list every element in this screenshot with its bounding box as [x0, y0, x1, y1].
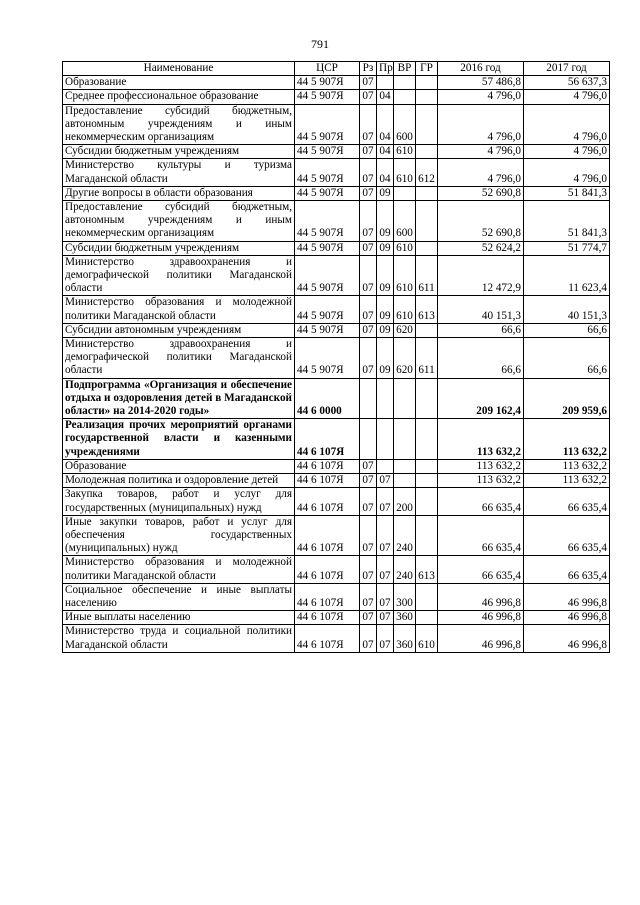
page-number: 791: [311, 37, 329, 51]
row-gr: [416, 186, 438, 200]
row-gr: [416, 611, 438, 625]
row-csr: 44 6 0000: [295, 378, 360, 419]
row-name: Реализация прочих мероприятий органами государственной власти и казенными учреждениями: [63, 419, 295, 460]
table-row: [63, 556, 610, 583]
table-row: [63, 515, 610, 556]
table-row: [63, 378, 610, 419]
row-amount-2016: 4 796,0: [438, 145, 524, 159]
row-csr: 44 5 907Я: [295, 255, 360, 296]
row-amount-2017: 4 796,0: [524, 145, 610, 159]
row-name: Подпрограмма «Организация и обеспечение отдыха и оздоровления детей в Магаданской области» на 2014-2020 годы»: [63, 378, 295, 419]
row-name: Министерство образования и молодежной политики Магаданской области: [63, 296, 295, 323]
row-gr: [416, 459, 438, 473]
table-row: [63, 625, 610, 652]
table-row: [63, 159, 610, 186]
header-2016: 2016 год: [438, 62, 524, 76]
row-vr: 610: [394, 255, 416, 296]
row-gr: [416, 145, 438, 159]
row-pr: 07: [377, 611, 394, 625]
row-rz: 07: [360, 611, 377, 625]
row-vr: [394, 474, 416, 488]
row-csr: 44 5 907Я: [295, 145, 360, 159]
row-gr: [416, 90, 438, 104]
row-pr: 07: [377, 488, 394, 515]
table-row: [63, 76, 610, 90]
row-vr: [394, 378, 416, 419]
row-name: Субсидии бюджетным учреждениям: [63, 241, 295, 255]
row-csr: 44 5 907Я: [295, 201, 360, 242]
row-name: Иные закупки товаров, работ и услуг для обеспечения государственных (муниципальных) нужд: [63, 515, 295, 556]
row-csr: 44 6 107Я: [295, 556, 360, 583]
row-amount-2017: 11 623,4: [524, 255, 610, 296]
row-amount-2017: 66 635,4: [524, 556, 610, 583]
row-vr: 600: [394, 201, 416, 242]
row-rz: 07: [360, 186, 377, 200]
row-name: Образование: [63, 76, 295, 90]
table-row: [63, 419, 610, 460]
header-gr: ГР: [416, 62, 438, 76]
row-amount-2017: 66,6: [524, 338, 610, 379]
row-rz: 07: [360, 323, 377, 337]
header-2017: 2017 год: [524, 62, 610, 76]
row-name: Молодежная политика и оздоровление детей: [63, 474, 295, 488]
row-amount-2017: 66 635,4: [524, 515, 610, 556]
row-pr: [377, 459, 394, 473]
row-csr: 44 5 907Я: [295, 76, 360, 90]
table-row: [63, 255, 610, 296]
row-pr: 04: [377, 145, 394, 159]
row-vr: [394, 90, 416, 104]
row-gr: 613: [416, 556, 438, 583]
row-gr: [416, 488, 438, 515]
row-rz: 07: [360, 296, 377, 323]
row-pr: 04: [377, 90, 394, 104]
row-pr: 07: [377, 625, 394, 652]
row-amount-2017: 113 632,2: [524, 459, 610, 473]
row-vr: [394, 419, 416, 460]
table-row: [63, 296, 610, 323]
row-vr: [394, 76, 416, 90]
row-csr: 44 6 107Я: [295, 515, 360, 556]
row-pr: 09: [377, 255, 394, 296]
table-row: [63, 104, 610, 145]
table-row: [63, 241, 610, 255]
row-rz: 07: [360, 488, 377, 515]
row-rz: 07: [360, 159, 377, 186]
row-amount-2017: 51 774,7: [524, 241, 610, 255]
table-row: [63, 338, 610, 379]
row-pr: 04: [377, 159, 394, 186]
row-amount-2017: 56 637,3: [524, 76, 610, 90]
row-gr: [416, 378, 438, 419]
row-pr: 09: [377, 201, 394, 242]
row-pr: 09: [377, 241, 394, 255]
row-name: Субсидии бюджетным учреждениям: [63, 145, 295, 159]
row-amount-2017: 51 841,3: [524, 186, 610, 200]
row-rz: 07: [360, 241, 377, 255]
row-amount-2017: 4 796,0: [524, 90, 610, 104]
table-row: [63, 90, 610, 104]
row-rz: 07: [360, 515, 377, 556]
row-amount-2016: 52 690,8: [438, 186, 524, 200]
row-pr: 07: [377, 474, 394, 488]
row-csr: 44 6 107Я: [295, 488, 360, 515]
row-amount-2017: 46 996,8: [524, 583, 610, 610]
row-amount-2016: 66 635,4: [438, 515, 524, 556]
row-amount-2017: 46 996,8: [524, 611, 610, 625]
header-rz: Рз: [360, 62, 377, 76]
row-pr: 07: [377, 556, 394, 583]
row-gr: [416, 201, 438, 242]
row-amount-2017: 4 796,0: [524, 159, 610, 186]
row-amount-2016: 46 996,8: [438, 625, 524, 652]
row-name: Предоставление субсидий бюджетным, автономным учреждениям и иным некоммерческим организациям: [63, 201, 295, 242]
row-pr: 09: [377, 323, 394, 337]
row-name: Министерство здравоохранения и демографической политики Магаданской области: [63, 338, 295, 379]
row-pr: 09: [377, 186, 394, 200]
row-rz: 07: [360, 556, 377, 583]
row-vr: 200: [394, 488, 416, 515]
row-vr: 600: [394, 104, 416, 145]
table-row: [63, 323, 610, 337]
table-row: [63, 488, 610, 515]
row-amount-2017: 66,6: [524, 323, 610, 337]
header-csr: ЦСР: [295, 62, 360, 76]
row-amount-2016: 12 472,9: [438, 255, 524, 296]
row-gr: [416, 76, 438, 90]
row-rz: 07: [360, 459, 377, 473]
table-row: [63, 474, 610, 488]
row-rz: 07: [360, 201, 377, 242]
table-row: [63, 201, 610, 242]
row-amount-2016: 52 624,2: [438, 241, 524, 255]
row-csr: 44 5 907Я: [295, 159, 360, 186]
row-amount-2017: 46 996,8: [524, 625, 610, 652]
row-amount-2016: 113 632,2: [438, 459, 524, 473]
table-row: [63, 611, 610, 625]
table-row: [63, 583, 610, 610]
table-header-row: [63, 62, 610, 76]
row-gr: 613: [416, 296, 438, 323]
row-gr: [416, 515, 438, 556]
header-name: Наименование: [63, 62, 295, 76]
row-csr: 44 6 107Я: [295, 419, 360, 460]
row-csr: 44 5 907Я: [295, 338, 360, 379]
row-csr: 44 5 907Я: [295, 90, 360, 104]
row-csr: 44 6 107Я: [295, 474, 360, 488]
row-rz: 07: [360, 104, 377, 145]
row-name: Министерство образования и молодежной политики Магаданской области: [63, 556, 295, 583]
row-name: Министерство культуры и туризма Магаданской области: [63, 159, 295, 186]
table-row: [63, 145, 610, 159]
row-name: Образование: [63, 459, 295, 473]
row-vr: 240: [394, 515, 416, 556]
row-gr: 611: [416, 338, 438, 379]
header-vr: ВР: [394, 62, 416, 76]
row-vr: 620: [394, 323, 416, 337]
row-pr: [377, 419, 394, 460]
row-amount-2016: 66 635,4: [438, 556, 524, 583]
row-name: Социальное обеспечение и иные выплаты населению: [63, 583, 295, 610]
row-gr: [416, 241, 438, 255]
row-name: Субсидии автономным учреждениям: [63, 323, 295, 337]
row-amount-2016: 46 996,8: [438, 583, 524, 610]
row-vr: 610: [394, 145, 416, 159]
row-rz: 07: [360, 583, 377, 610]
row-csr: 44 6 107Я: [295, 611, 360, 625]
row-rz: [360, 378, 377, 419]
row-amount-2017: 209 959,6: [524, 378, 610, 419]
row-amount-2017: 113 632,2: [524, 474, 610, 488]
row-name: Другие вопросы в области образования: [63, 186, 295, 200]
row-amount-2016: 46 996,8: [438, 611, 524, 625]
row-gr: [416, 419, 438, 460]
row-csr: 44 5 907Я: [295, 104, 360, 145]
row-vr: [394, 459, 416, 473]
row-csr: 44 6 107Я: [295, 625, 360, 652]
row-pr: 04: [377, 104, 394, 145]
row-pr: [377, 378, 394, 419]
row-csr: 44 6 107Я: [295, 459, 360, 473]
row-rz: 07: [360, 255, 377, 296]
header-pr: Пр: [377, 62, 394, 76]
row-gr: [416, 583, 438, 610]
row-amount-2017: 4 796,0: [524, 104, 610, 145]
row-name: Предоставление субсидий бюджетным, автономным учреждениям и иным некоммерческим организациям: [63, 104, 295, 145]
row-amount-2017: 113 632,2: [524, 419, 610, 460]
row-vr: 240: [394, 556, 416, 583]
row-vr: 610: [394, 241, 416, 255]
row-rz: 07: [360, 145, 377, 159]
row-amount-2017: 40 151,3: [524, 296, 610, 323]
row-name: Иные выплаты населению: [63, 611, 295, 625]
row-pr: 09: [377, 296, 394, 323]
row-vr: [394, 186, 416, 200]
row-pr: [377, 76, 394, 90]
budget-table: [62, 61, 610, 653]
row-amount-2016: 66,6: [438, 323, 524, 337]
row-amount-2016: 66,6: [438, 338, 524, 379]
row-csr: 44 5 907Я: [295, 323, 360, 337]
row-gr: 610: [416, 625, 438, 652]
row-rz: 07: [360, 90, 377, 104]
row-amount-2016: 4 796,0: [438, 104, 524, 145]
row-amount-2016: 4 796,0: [438, 159, 524, 186]
row-amount-2016: 113 632,2: [438, 419, 524, 460]
row-name: Среднее профессиональное образование: [63, 90, 295, 104]
row-csr: 44 5 907Я: [295, 296, 360, 323]
row-vr: 620: [394, 338, 416, 379]
row-rz: 07: [360, 338, 377, 379]
row-pr: 09: [377, 338, 394, 379]
row-csr: 44 5 907Я: [295, 186, 360, 200]
row-amount-2016: 57 486,8: [438, 76, 524, 90]
row-amount-2017: 51 841,3: [524, 201, 610, 242]
row-vr: 610: [394, 159, 416, 186]
row-amount-2016: 40 151,3: [438, 296, 524, 323]
row-csr: 44 5 907Я: [295, 241, 360, 255]
row-gr: [416, 323, 438, 337]
row-vr: 360: [394, 611, 416, 625]
row-pr: 07: [377, 515, 394, 556]
row-gr: 612: [416, 159, 438, 186]
row-rz: 07: [360, 76, 377, 90]
row-amount-2016: 113 632,2: [438, 474, 524, 488]
row-amount-2016: 4 796,0: [438, 90, 524, 104]
row-vr: 610: [394, 296, 416, 323]
row-name: Закупка товаров, работ и услуг для государственных (муниципальных) нужд: [63, 488, 295, 515]
row-rz: 07: [360, 474, 377, 488]
row-name: Министерство труда и социальной политики Магаданской области: [63, 625, 295, 652]
row-amount-2016: 52 690,8: [438, 201, 524, 242]
row-gr: [416, 474, 438, 488]
row-csr: 44 6 107Я: [295, 583, 360, 610]
row-gr: 611: [416, 255, 438, 296]
row-amount-2016: 66 635,4: [438, 488, 524, 515]
row-rz: 07: [360, 625, 377, 652]
row-gr: [416, 104, 438, 145]
row-vr: 300: [394, 583, 416, 610]
table-body: [63, 76, 610, 653]
row-amount-2017: 66 635,4: [524, 488, 610, 515]
row-amount-2016: 209 162,4: [438, 378, 524, 419]
row-rz: [360, 419, 377, 460]
row-name: Министерство здравоохранения и демографической политики Магаданской области: [63, 255, 295, 296]
row-pr: 07: [377, 583, 394, 610]
table-row: [63, 186, 610, 200]
table-row: [63, 459, 610, 473]
row-vr: 360: [394, 625, 416, 652]
